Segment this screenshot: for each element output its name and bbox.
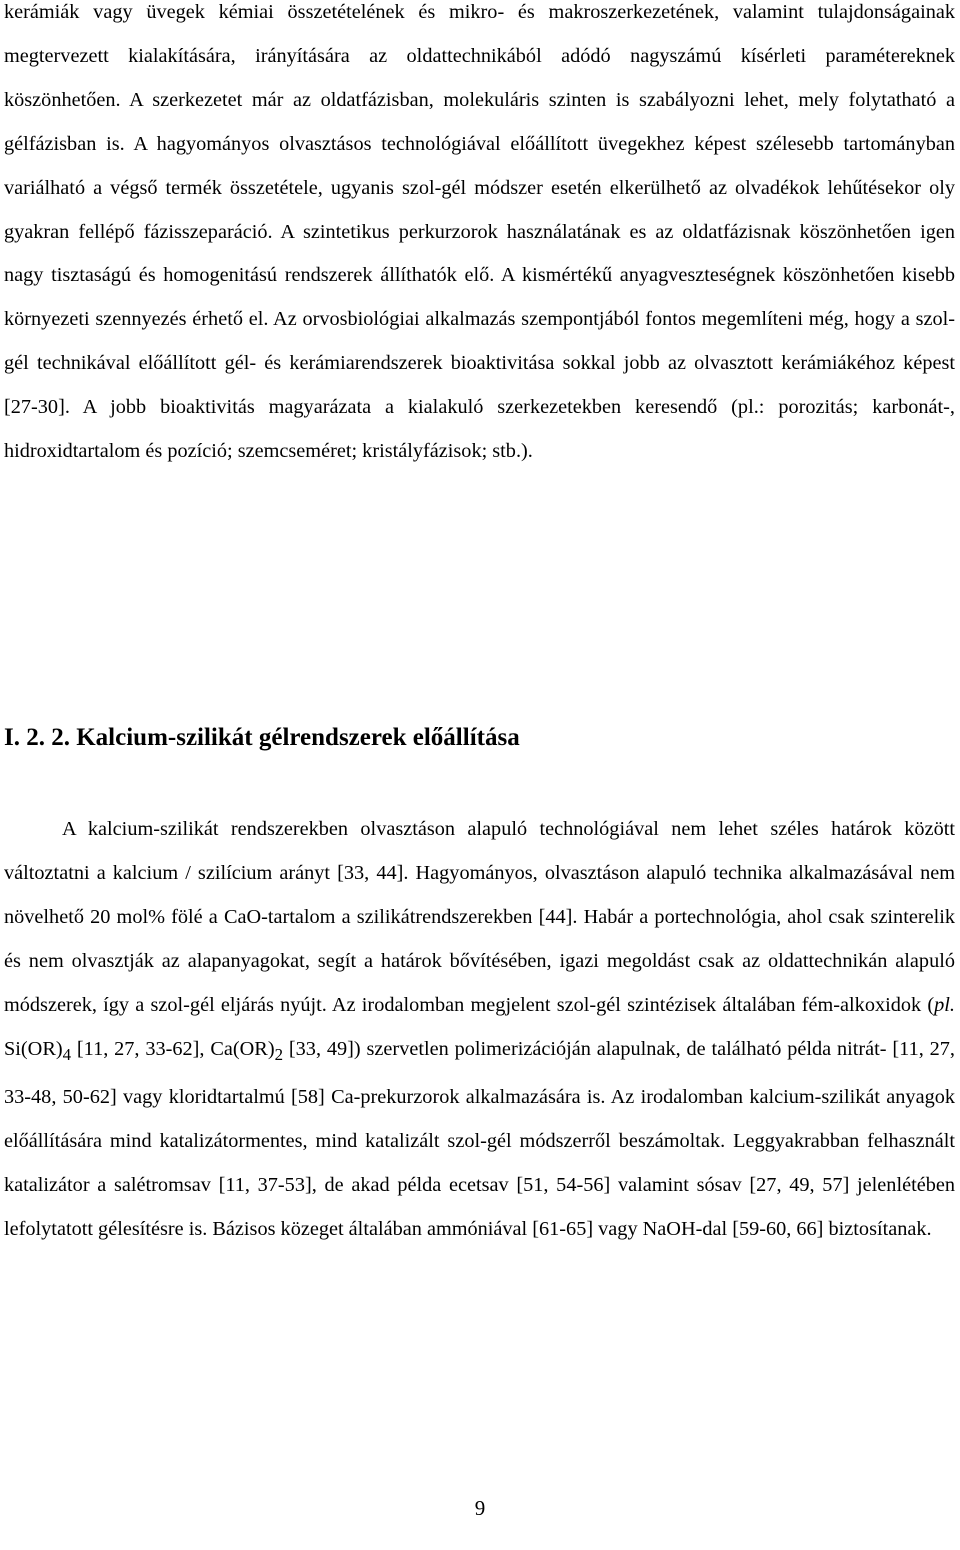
italic-abbreviation: pl. [934, 993, 955, 1016]
body-paragraph-2 [4, 808, 955, 1252]
subscript-si: 4 [62, 1044, 72, 1064]
body-paragraph-1: kerámiák vagy üvegek kémiai összetételének és mikro- és makroszerkezetének, valamint tulajdonságainak megtervezett kialakítására, irányítására az oldattechnikából adódó nagyszámú kísérleti paramétereknek köszönhetően. A szerkezetet már az oldatfázisban, molekuláris szinten is szabályozni lehet, mely folytatható a gélfázisban is. A hagyományos olvasztásos technológiával előállított üvegekhez képest szélesebb tartományban variálható a végső termék összetétele, ugyanis szol-gél módszer esetén elkerülhető az olvadékok lehűtésekor oly gyakran fellépő fázisszeparáció. A szintetikus perkurzorok használatának es az oldatfázisnak köszönhetően igen nagy tisztaságú és homogenitású rendszerek állíthatók elő. A kismértékű anyagveszteségnek köszönhetően kisebb környezeti szennyezés érhető el. Az orvosbiológiai alkalmazás szempontjából fontos megemlíteni még, hogy a szol-gél technikával előállított gél- és kerámiarendszerek bioaktivitása sokkal jobb az olvasztott kerámiákéhoz képest [27-30]. A jobb bioaktivitás magyarázata a kialakuló szerkezetekben keresendő (pl.: porozitás; karbonát-, hidroxidtartalom és pozíció; szemcseméret; kristályfázisok; stb.). [4, 1, 955, 463]
formula-si: Si(OR) [4, 1037, 63, 1060]
subscript-ca: 2 [274, 1044, 284, 1064]
formula-ca: [11, 27, 33-62], Ca(OR) [71, 1037, 275, 1060]
paragraph-text-part2: [33, 49]) szervetlen polimerizációján alapulnak, de található példa nitrát- [11, 27, 33-48, 50-62] vagy kloridtartalmú [58] Ca-prekurzorok alkalmazására is. Az irodalomban kalcium-szilikát anyagok előállítására mind katalizátormentes, mind katalizált szol-gél módszerről beszámoltak. Leggyakrabban felhasznált katalizátor a salétromsav [11, 37-53], de akad példa ecetsav [51, 54-56] valamint sósav [27, 49, 57] jelenlétében lefolytatott gélesítésre is. Bázisos közeget általában ammóniával [61-65] vagy NaOH-dal [59-60, 66] biztosítanak. [4, 1037, 956, 1241]
page-number: 9 [474, 1496, 486, 1520]
paragraph-text-part1: A kalcium-szilikát rendszerekben olvasztáson alapuló technológiával nem lehet széles határok között változtatni a kalcium / szilícium arányt [33, 44]. Hagyományos, olvasztáson alapuló technika alkalmazásával nem növelhető 20 mol% fölé a CaO-tartalom a szilikátrendszerekben [44]. Habár a portechnológia, ahol csak szinterelik és nem olvasztják az alapanyagokat, segít a határok bővítésében, igazi megoldást csak az oldattechnikán alapuló módszerek, így a szol-gél eljárás nyújt. Az irodalomban megjelent szol-gél szintézisek általában fém-alkoxidok ( [4, 818, 955, 1016]
section-heading: I. 2. 2. Kalcium-szilikát gélrendszerek előállítása [4, 724, 520, 751]
